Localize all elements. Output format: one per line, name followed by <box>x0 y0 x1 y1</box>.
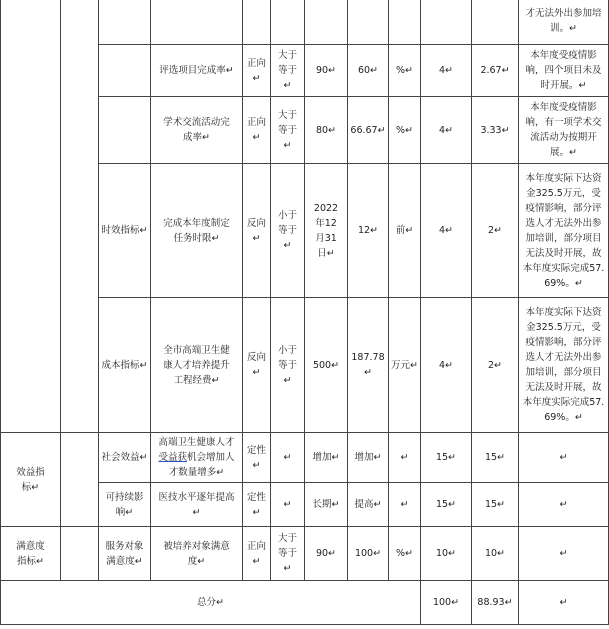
total-note-cell: ↵ <box>559 597 568 608</box>
weight-cell: 15↵ <box>435 499 457 510</box>
indicator-cell: 学术交流活动完成率↵ <box>163 117 230 143</box>
target-cell: 2022年12月31日↵ <box>313 202 339 259</box>
target-cell: 90↵ <box>315 548 337 559</box>
note-cell: 本年度实际下达资金325.5万元，受疫情影响，部分评选人才无法外出参加培训，部分项目无法及时开展，故本年度实际完成57.69%。↵ <box>522 172 605 289</box>
direction-cell: 定性↵ <box>246 444 266 471</box>
actual-cell: 12↵ <box>357 225 379 236</box>
actual-cell: 提高↵ <box>354 499 382 510</box>
actual-cell: 100↵ <box>354 548 382 559</box>
unit-cell: 前↵ <box>395 225 414 236</box>
target-cell: 80↵ <box>315 124 337 136</box>
actual-cell: 增加↵ <box>354 452 382 463</box>
sub-category-cell: 成本指标↵ <box>101 359 148 371</box>
note-cell: ↵ <box>559 499 568 510</box>
weight-cell: 4↵ <box>438 359 453 371</box>
indicator-cell: 全市高端卫生健康人才培养提升工程经费↵ <box>163 344 230 386</box>
score-cell: 2↵ <box>487 359 502 371</box>
weight-cell: 4↵ <box>438 225 453 236</box>
operator-cell: 大于等于↵ <box>278 533 298 574</box>
weight-cell: 15↵ <box>435 452 457 463</box>
target-cell: 增加↵ <box>312 452 340 463</box>
score-cell: 10↵ <box>484 548 506 559</box>
category-cell-benefit: 效益指标↵ <box>16 466 45 493</box>
target-cell: 长期↵ <box>312 499 340 510</box>
actual-cell: 66.67↵ <box>350 124 386 136</box>
operator-cell: 大于等于↵ <box>278 50 298 91</box>
sub-category-cell: 可持续影响↵ <box>105 491 144 518</box>
score-cell: 2↵ <box>487 225 502 236</box>
weight-cell: 4↵ <box>438 124 453 136</box>
weight-cell: 4↵ <box>438 65 453 76</box>
note-cell: 本年度受疫情影响，四个项目未及时开展。↵ <box>525 50 602 91</box>
indicator-cell: 被培养对象满意度↵ <box>163 540 230 567</box>
sub-category-cell: 社会效益↵ <box>101 452 148 463</box>
note-cell: 本年度实际下达资金325.5万元，受疫情影响，部分评选人才无法外出参加培训，部分项目无法及时开展，故本年度实际完成57.69%。↵ <box>522 307 605 423</box>
indicator-text: 高端卫生健康人才 <box>158 437 235 448</box>
unit-cell: %↵ <box>396 548 413 559</box>
weight-cell: 10↵ <box>435 548 457 559</box>
unit-cell: ↵ <box>400 452 409 463</box>
category-cell-satisfaction: 满意度指标↵ <box>16 540 45 567</box>
operator-cell: ↵ <box>283 452 292 463</box>
note-cell: ↵ <box>559 548 568 559</box>
note-cell: 本年度受疫情影响，有一项学术交流活动为按期开展。↵ <box>525 102 602 158</box>
direction-cell: 反向↵ <box>246 217 266 244</box>
actual-cell: 187.78↵ <box>351 352 385 378</box>
score-cell: 2.67↵ <box>480 65 510 76</box>
note-cell-continued: 才无法外出参加培训。↵ <box>525 8 602 34</box>
note-cell: ↵ <box>559 452 568 463</box>
operator-cell: 小于等于↵ <box>278 210 298 251</box>
operator-cell: ↵ <box>283 499 292 510</box>
unit-cell: 万元↵ <box>391 359 418 371</box>
direction-cell: 正向↵ <box>246 117 266 143</box>
unit-cell: %↵ <box>396 124 413 136</box>
direction-cell: 定性↵ <box>246 491 266 518</box>
score-cell: 3.33↵ <box>480 124 510 136</box>
indicator-cell: 医技水平逐年提高↵ <box>158 491 235 518</box>
sub-category-cell: 时效指标↵ <box>101 225 148 236</box>
score-cell: 15↵ <box>484 499 506 510</box>
operator-cell: 大于等于↵ <box>278 109 298 151</box>
target-cell: 90↵ <box>315 65 337 76</box>
direction-cell: 正向↵ <box>246 540 266 567</box>
operator-cell: 小于等于↵ <box>278 344 298 386</box>
target-cell: 500↵ <box>312 359 340 371</box>
total-score-cell: 88.93↵ <box>477 597 513 608</box>
total-weight-cell: 100↵ <box>432 597 460 608</box>
total-label-cell: 总分↵ <box>197 597 224 608</box>
actual-cell: 60↵ <box>357 65 379 76</box>
indicator-cell: 完成本年度制定任务时限↵ <box>163 217 230 244</box>
indicator-text-underlined: 受益获 <box>158 452 187 463</box>
unit-cell: %↵ <box>396 65 413 76</box>
direction-cell: 正向↵ <box>246 57 266 84</box>
indicator-cell: 评选项目完成率↵ <box>159 65 234 76</box>
indicator-text: 机会增加人才数量增多↵ <box>168 452 235 478</box>
score-cell: 15↵ <box>484 452 506 463</box>
sub-category-cell: 服务对象满意度↵ <box>105 540 144 567</box>
indicator-cell <box>151 433 242 482</box>
unit-cell: ↵ <box>400 499 409 510</box>
direction-cell: 反向↵ <box>246 352 266 378</box>
